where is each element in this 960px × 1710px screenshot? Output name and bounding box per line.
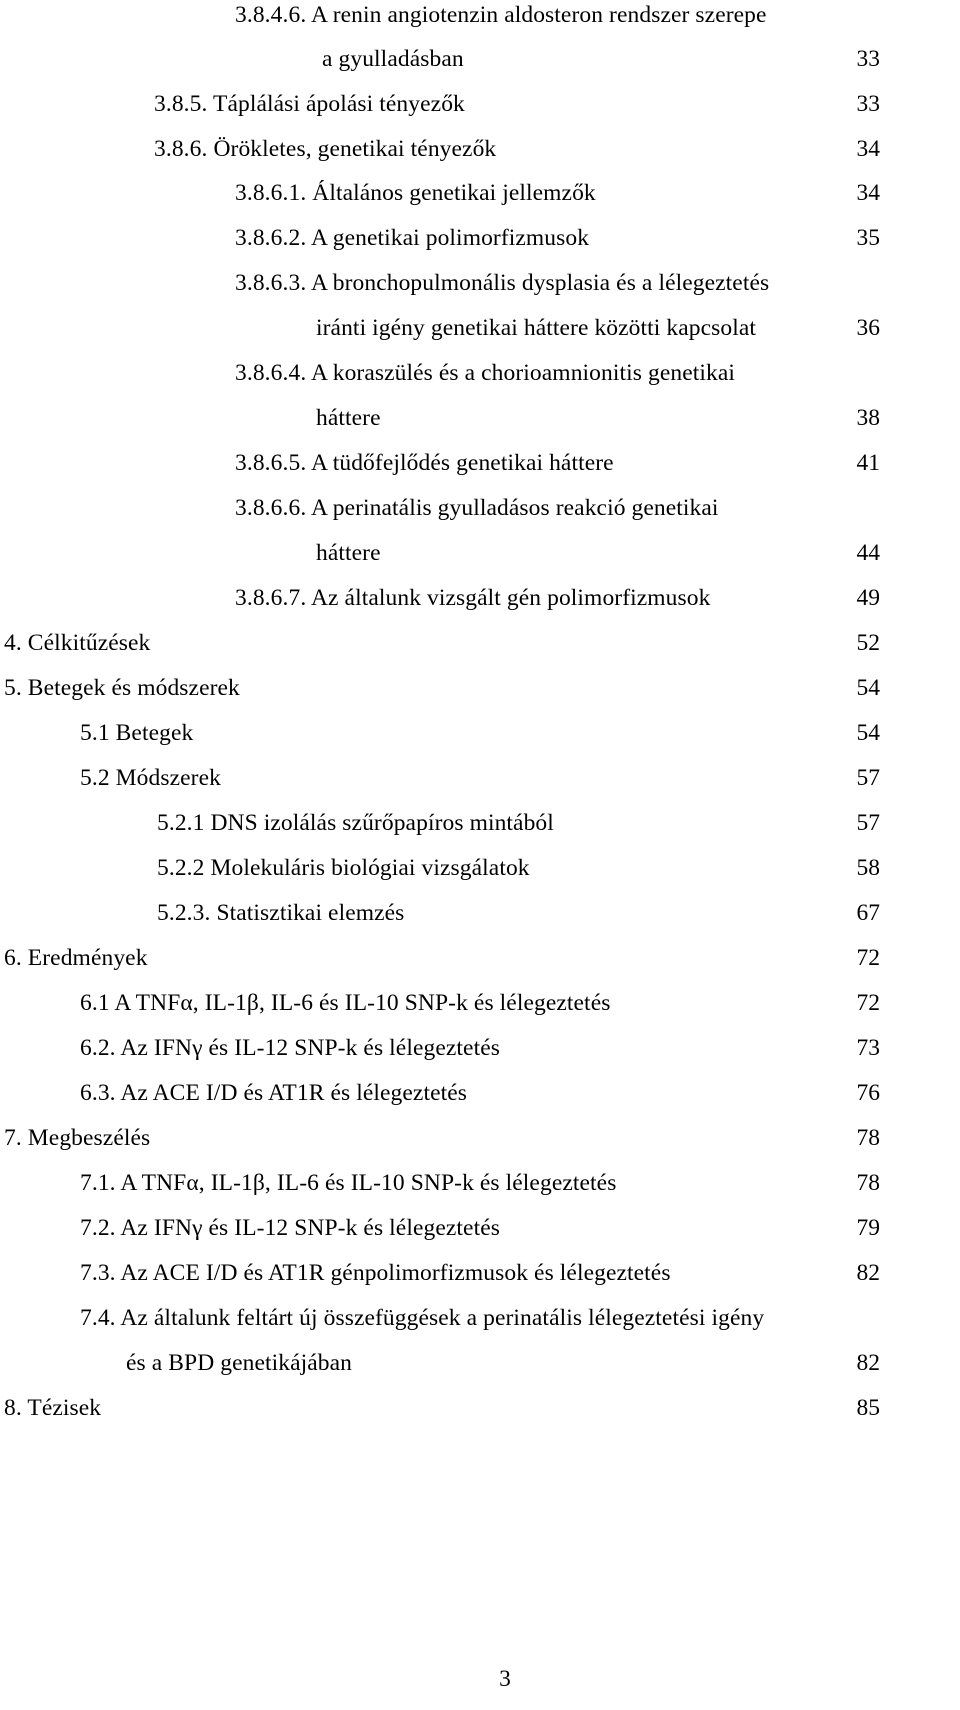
toc-entry-text: 3.8.6.1. Általános genetikai jellemzők [235,180,596,206]
toc-page-number: 58 [856,855,880,881]
page-footer-number: 3 [499,1666,511,1692]
toc-page-number: 52 [856,630,880,656]
toc-entry-text: 3.8.6.4. A koraszülés és a chorioamnionitis genetikai [235,360,736,386]
toc-page-number: 78 [856,1170,880,1196]
toc-entry-text: 6. Eredmények [4,945,148,971]
toc-page-number: 36 [856,315,880,341]
toc-page-number: 49 [856,585,880,611]
toc-page-number: 57 [856,765,880,791]
toc-page-number: 82 [856,1260,880,1286]
toc-page-number: 82 [856,1350,880,1376]
toc-entry-text: 3.8.6.5. A tüdőfejlődés genetikai háttere [235,450,614,476]
toc-entry-text: háttere [316,405,381,431]
toc-entry-text: a gyulladásban [322,46,464,72]
toc-page-number: 72 [856,990,880,1016]
toc-entry-text: 8. Tézisek [4,1395,102,1421]
toc-page-number: 79 [856,1215,880,1241]
toc-entry-text: 6.3. Az ACE I/D és AT1R és lélegeztetés [80,1080,468,1106]
toc-page-number: 34 [856,136,880,162]
toc-page-number: 54 [856,675,880,701]
toc-entry-text: és a BPD genetikájában [126,1350,353,1376]
toc-entry-text: 3.8.4.6. A renin angiotenzin aldosteron rendszer szerepe [235,2,767,28]
toc-entry-text: 5.2.1 DNS izolálás szűrőpapíros mintából [157,810,554,836]
toc-entry-text: 7.2. Az IFNγ és IL-12 SNP-k és lélegeztetés [80,1215,500,1241]
toc-entry-text: 4. Célkitűzések [4,630,151,656]
toc-page-number: 34 [856,180,880,206]
toc-entry-text: 5.1 Betegek [80,720,194,746]
toc-page-number: 67 [856,900,880,926]
toc-entry-text: 5.2.2 Molekuláris biológiai vizsgálatok [157,855,530,881]
toc-page-number: 33 [856,91,880,117]
toc-entry-text: 7.1. A TNFα, IL-1β, IL-6 és IL-10 SNP-k és lélegeztetés [80,1170,617,1196]
toc-entry-text: 3.8.6.7. Az általunk vizsgált gén polimorfizmusok [235,585,711,611]
toc-page-number: 78 [856,1125,880,1151]
toc-page-number: 72 [856,945,880,971]
toc-entry-text: 6.2. Az IFNγ és IL-12 SNP-k és lélegeztetés [80,1035,500,1061]
toc-entry-text: 3.8.6.6. A perinatális gyulladásos reakció genetikai [235,495,719,521]
toc-page-number: 76 [856,1080,880,1106]
toc-page-number: 85 [856,1395,880,1421]
toc-page-number: 41 [856,450,880,476]
toc-entry-text: iránti igény genetikai háttere közötti kapcsolat [316,315,757,341]
toc-entry-text: 5.2.3. Statisztikai elemzés [157,900,405,926]
toc-entry-text: 7. Megbeszélés [4,1125,151,1151]
toc-page-number: 38 [856,405,880,431]
toc-entry-text: 3.8.6. Örökletes, genetikai tényezők [154,136,497,162]
toc-page-number: 73 [856,1035,880,1061]
toc-entry-text: 3.8.6.2. A genetikai polimorfizmusok [235,225,590,251]
toc-entry-text: 3.8.5. Táplálási ápolási tényezők [154,91,465,117]
toc-entry-text: 6.1 A TNFα, IL-1β, IL-6 és IL-10 SNP-k és lélegeztetés [80,990,611,1016]
toc-entry-text: 5. Betegek és módszerek [4,675,240,701]
toc-page-number: 35 [856,225,880,251]
toc-entry-text: 7.3. Az ACE I/D és AT1R génpolimorfizmusok és lélegeztetés [80,1260,671,1286]
toc-page-number: 44 [856,540,880,566]
toc-page-number: 57 [856,810,880,836]
toc-entry-text: 7.4. Az általunk feltárt új összefüggések a perinatális lélegeztetési igény [80,1305,765,1331]
toc-page-number: 33 [856,46,880,72]
toc-entry-text: 3.8.6.3. A bronchopulmonális dysplasia és a lélegeztetés [235,270,770,296]
toc-entry-text: 5.2 Módszerek [80,765,221,791]
toc-page-number: 54 [856,720,880,746]
toc-entry-text: háttere [316,540,381,566]
